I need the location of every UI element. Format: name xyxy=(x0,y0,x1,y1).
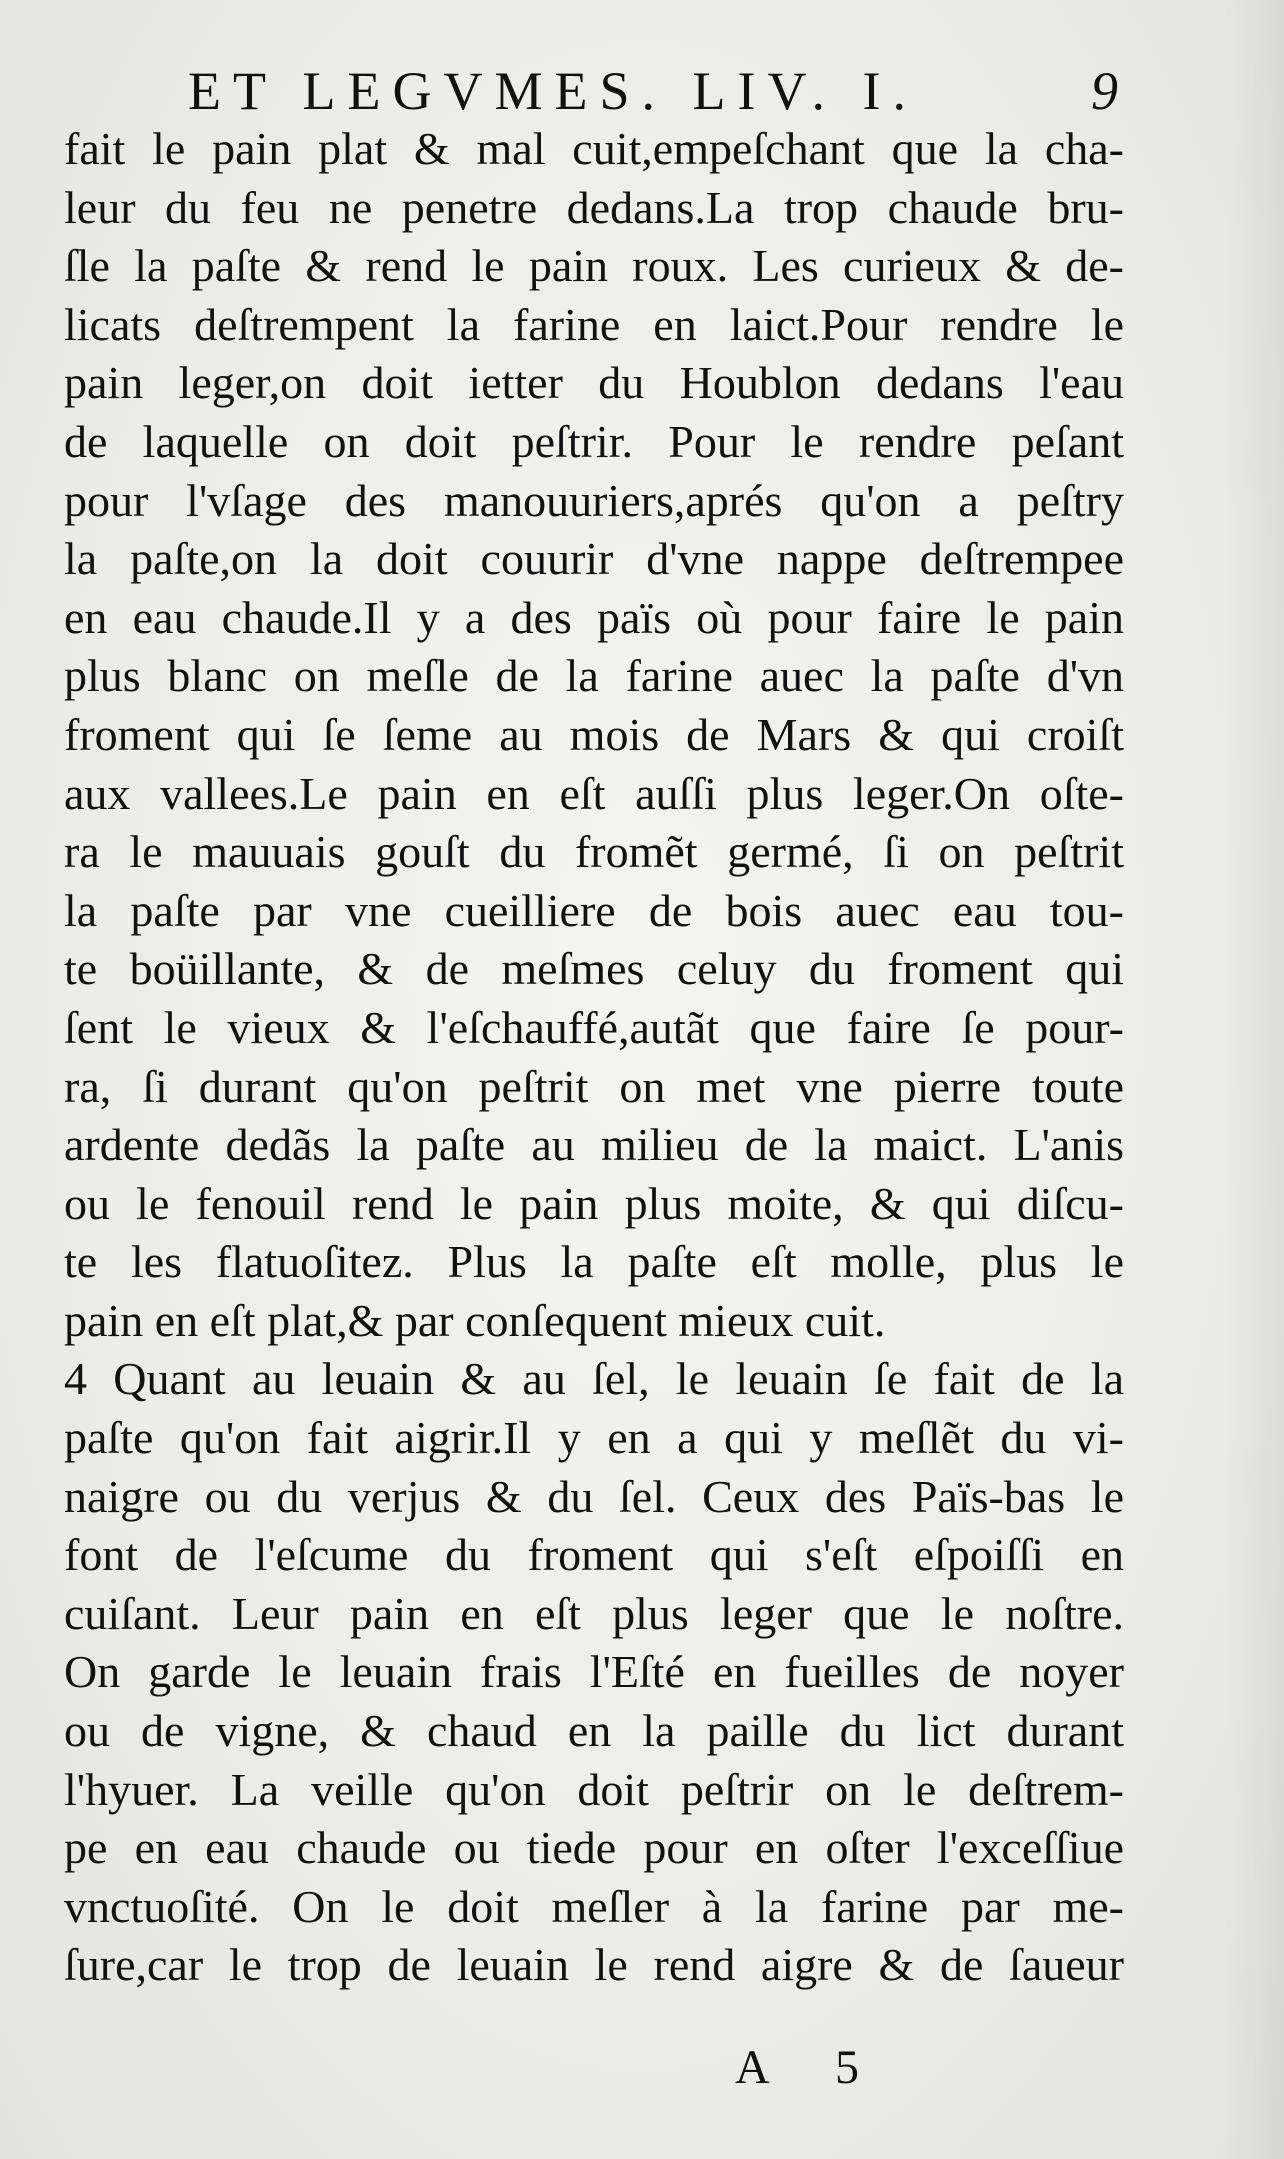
text-line: paſte qu'on fait aigrir.Il y en a qui y meſlẽt du vi- xyxy=(64,1412,1124,1464)
page-header xyxy=(188,56,1118,126)
running-head: ET LEGVMES. LIV. I. xyxy=(188,61,918,121)
text-line: leur du feu ne penetre dedans.La trop chaude bru- xyxy=(64,181,1124,233)
text-line: licats deſtrempent la farine en laict.Pour rendre le xyxy=(64,298,1124,350)
text-line: 4 Quant au leuain & au ſel, le leuain ſe fait de la xyxy=(64,1353,1124,1405)
text-line: naigre ou du verjus & du ſel. Ceux des Païs-bas le xyxy=(64,1470,1124,1522)
text-line: ſle la paſte & rend le pain roux. Les curieux & de- xyxy=(64,240,1124,292)
text-line: ſure,car le trop de leuain le rend aigre & de ſaueur xyxy=(64,1939,1124,1991)
text-line: pain leger,on doit ietter du Houblon dedans l'eau xyxy=(64,357,1124,409)
text-line: la paſte,on la doit couurir d'vne nappe deſtrempee xyxy=(64,533,1124,585)
text-line: ſent le vieux & l'eſchauffé,autãt que faire ſe pour- xyxy=(64,1001,1124,1053)
text-line: la paſte par vne cueilliere de bois auec eau tou- xyxy=(64,884,1124,936)
page-edge-shadow xyxy=(1224,0,1284,2159)
signature-mark: A 5 xyxy=(735,2041,888,2094)
text-line: ardente dedãs la paſte au milieu de la maict. L'anis xyxy=(64,1119,1124,1171)
text-line: te les flatuoſitez. Plus la paſte eſt molle, plus le xyxy=(64,1236,1124,1288)
body-text xyxy=(64,120,1124,1995)
page-number: 9 xyxy=(1091,61,1118,121)
text-line: ou de vigne, & chaud en la paille du lict durant xyxy=(64,1705,1124,1757)
text-line: pain en eſt plat,& par conſequent mieux cuit. xyxy=(64,1294,886,1346)
text-line: ou le fenouil rend le pain plus moite, & qui diſcu- xyxy=(64,1177,1124,1229)
text-line: l'hyuer. La veille qu'on doit peſtrir on le deſtrem- xyxy=(64,1763,1124,1815)
text-line: cuiſant. Leur pain en eſt plus leger que le noſtre. xyxy=(64,1587,1124,1639)
text-line: plus blanc on meſle de la farine auec la paſte d'vn xyxy=(64,650,1124,702)
text-line: te boüillante, & de meſmes celuy du froment qui xyxy=(64,943,1124,995)
text-line: en eau chaude.Il y a des païs où pour faire le pain xyxy=(64,591,1124,643)
text-line: froment qui ſe ſeme au mois de Mars & qui croiſt xyxy=(64,708,1124,760)
text-line: On garde le leuain frais l'Eſté en fueilles de noyer xyxy=(64,1646,1124,1698)
text-line: font de l'eſcume du froment qui s'eſt eſpoiſſi en xyxy=(64,1529,1124,1581)
text-line: pe en eau chaude ou tiede pour en oſter l'exceſſiue xyxy=(64,1822,1124,1874)
text-line: vnctuoſité. On le doit meſler à la farine par me- xyxy=(64,1880,1124,1932)
text-line: pour l'vſage des manouuriers,aprés qu'on a peſtry xyxy=(64,474,1124,526)
text-line: aux vallees.Le pain en eſt auſſi plus leger.On oſte- xyxy=(64,767,1124,819)
text-line: ra le mauuais gouſt du fromẽt germé, ſi on peſtrit xyxy=(64,826,1124,878)
text-line: de laquelle on doit peſtrir. Pour le rendre peſant xyxy=(64,415,1124,467)
text-line: fait le pain plat & mal cuit,empeſchant que la cha- xyxy=(64,123,1124,174)
text-line: ra, ſi durant qu'on peſtrit on met vne pierre toute xyxy=(64,1060,1124,1112)
